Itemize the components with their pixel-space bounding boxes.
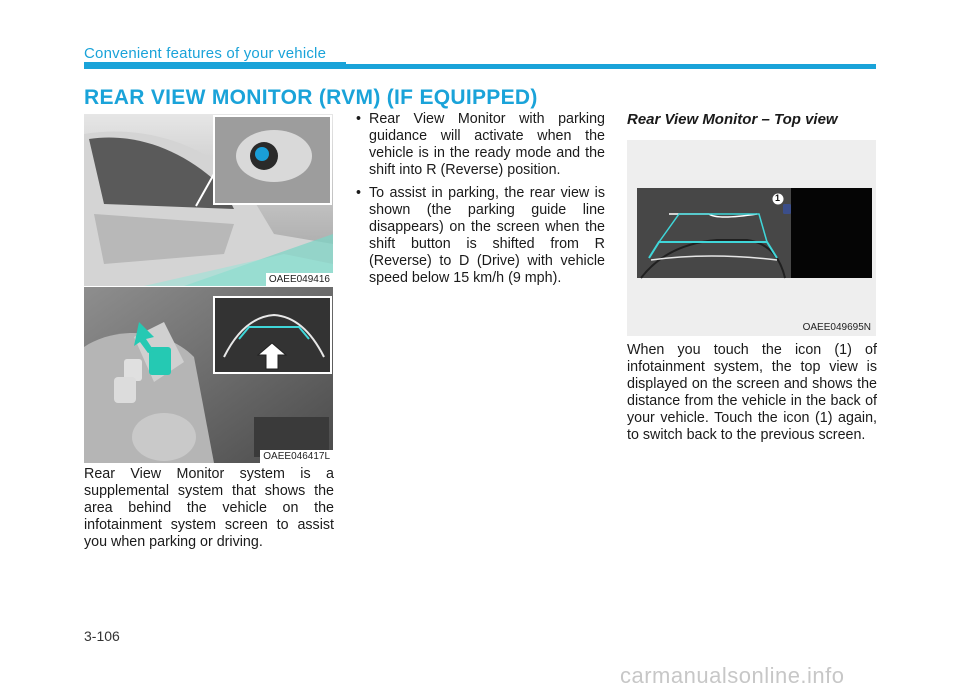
figure1-code: OAEE049416 xyxy=(266,273,333,286)
bullet-item: • To assist in parking, the rear view is shown (the parking guide line disappears) on the screen when the shift button is shifted from R (Reverse) to D (Drive) with vehicle speed below 15 km/h (9 mph). xyxy=(355,185,605,287)
figure2-code: OAEE046417L xyxy=(260,450,333,463)
figure-shifter xyxy=(84,287,333,463)
top-view-icon xyxy=(783,204,791,214)
header-rule xyxy=(84,64,876,69)
main-heading: REAR VIEW MONITOR (RVM) (IF EQUIPPED) xyxy=(84,86,538,109)
bullet-item: • Rear View Monitor with parking guidance will activate when the vehicle is in the ready mode and the shift into R (Reverse) position. xyxy=(355,111,605,179)
right-paragraph: When you touch the icon (1) of infotainment system, the top view is displayed on the screen and shows the distance from the vehicle in the back of your vehicle. Touch the icon (1) again, to switch back to the previous screen. xyxy=(627,342,877,443)
figure-rear-camera xyxy=(84,114,333,286)
sub-heading: Rear View Monitor – Top view xyxy=(627,111,838,128)
watermark: carmanualsonline.info xyxy=(620,663,845,688)
shifter-illustration xyxy=(84,287,333,463)
section-title: Convenient features of your vehicle xyxy=(84,45,327,62)
figure3-code: OAEE049695N xyxy=(802,322,871,333)
page-number: 3-106 xyxy=(84,628,120,644)
callout-number: 1 xyxy=(775,193,781,203)
top-view-screen xyxy=(627,140,876,336)
figure-top-view xyxy=(627,140,876,336)
bullet-list xyxy=(355,111,605,293)
rear-camera-illustration xyxy=(84,114,333,286)
left-paragraph: Rear View Monitor system is a supplemental system that shows the area behind the vehicle on the infotainment system screen to assist you when parking or driving. xyxy=(84,466,334,550)
